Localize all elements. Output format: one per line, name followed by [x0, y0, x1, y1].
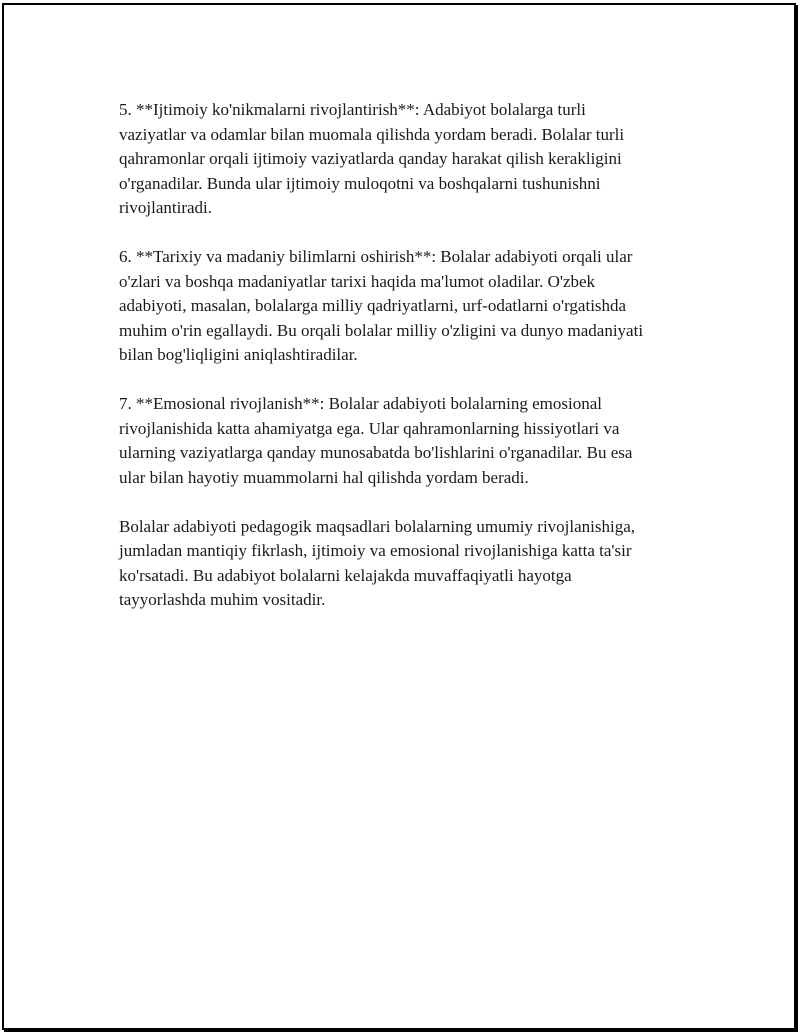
document-page — [2, 3, 796, 1030]
paragraph-emotional-development: 7. **Emosional rivojlanish**: Bolalar adabiyoti bolalarning emosional rivojlanishida katta ahamiyatga ega. Ular qahramonlarning hissiyotlari va ularning vaziyatlarga qanday munosabatda bo'lishlarini o'rganadilar. Bu esa ular bilan hayotiy muammolarni hal qilishda yordam beradi. — [119, 394, 633, 487]
paragraph-historical-cultural: 6. **Tarixiy va madaniy bilimlarni oshirish**: Bolalar adabiyoti orqali ular o'zlari va boshqa madaniyatlar tarixi haqida ma'lumot oladilar. O'zbek adabiyoti, masalan, bolalarga milliy qadriyatlarni, urf-odatlarni o'rgatishda muhim o'rin egallaydi. Bu orqali bolalar milliy o'zligini va dunyo madaniyati bilan bog'liqligini aniqlashtiradilar. — [119, 247, 644, 364]
document-body — [119, 98, 699, 637]
paragraph-social-skills: 5. **Ijtimoiy ko'nikmalarni rivojlantirish**: Adabiyot bolalarga turli vaziyatlar va odamlar bilan muomala qilishda yordam beradi. Bolalar turli qahramonlar orqali ijtimoiy vaziyatlarda qanday harakat qilish kerakligini o'rganadilar. Bunda ular ijtimoiy muloqotni va boshqalarni tushunishni rivojlantiradi. — [119, 100, 625, 217]
paragraph-conclusion: Bolalar adabiyoti pedagogik maqsadlari bolalarning umumiy rivojlanishiga, jumladan mantiqiy fikrlash, ijtimoiy va emosional rivojlanishiga katta ta'sir ko'rsatadi. Bu adabiyot bolalarni kelajakda muvaffaqiyatli hayotga tayyorlashda muhim vositadir. — [119, 516, 636, 609]
